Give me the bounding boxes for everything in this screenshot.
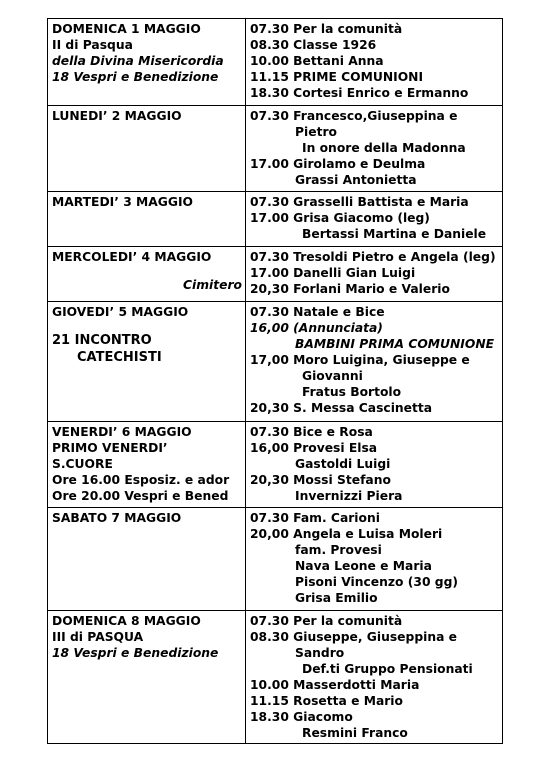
mass-line: 16,00 Provesi Elsa	[250, 441, 378, 455]
day-title: DOMENICA 8 MAGGIO	[52, 614, 201, 628]
table-row	[48, 422, 503, 508]
mass-line: 20,30 S. Messa Cascinetta	[250, 401, 433, 415]
mass-line: Fratus Bortolo	[302, 385, 402, 399]
day-title: DOMENICA 1 MAGGIO	[52, 22, 201, 36]
day-note: 18 Vespri e Benedizione	[52, 646, 219, 660]
mass-line: 07.30 Grasselli Battista e Maria	[250, 195, 469, 209]
day-title: SABATO 7 MAGGIO	[52, 511, 182, 525]
mass-line: 11.15 PRIME COMUNIONI	[250, 70, 424, 84]
mass-line: Resmini Franco	[302, 726, 408, 740]
day-note: Cimitero	[183, 278, 242, 292]
masses-cell	[246, 611, 503, 744]
mass-line: 17.00 Girolamo e Deulma	[250, 157, 426, 171]
table-row	[48, 302, 503, 422]
table-row	[48, 508, 503, 611]
mass-line: 17,00 Moro Luigina, Giuseppe e	[250, 353, 470, 367]
mass-line: 07.30 Fam. Carioni	[250, 511, 380, 525]
day-note: 18 Vespri e Benedizione	[52, 70, 219, 84]
mass-line: Invernizzi Piera	[295, 489, 403, 503]
mass-line: 11.15 Rosetta e Mario	[250, 694, 403, 708]
mass-line: BAMBINI PRIMA COMUNIONE	[295, 337, 495, 351]
day-cell	[48, 611, 246, 744]
day-cell	[48, 422, 246, 508]
mass-line: 20,30 Mossi Stefano	[250, 473, 391, 487]
mass-line: Def.ti Gruppo Pensionati	[302, 662, 473, 676]
day-note: S.CUORE	[52, 457, 113, 471]
mass-line: 07.30 Francesco,Giuseppina e	[250, 109, 458, 123]
mass-line: 18.30 Cortesi Enrico e Ermanno	[250, 86, 469, 100]
mass-line: 17.00 Grisa Giacomo (leg)	[250, 211, 430, 225]
day-cell	[48, 106, 246, 192]
mass-line: Grisa Emilio	[295, 591, 378, 605]
day-title: MERCOLEDI’ 4 MAGGIO	[52, 250, 212, 264]
masses-cell	[246, 302, 503, 422]
table-row	[48, 106, 503, 192]
masses-cell	[246, 508, 503, 611]
day-title: LUNEDI’ 2 MAGGIO	[52, 109, 182, 123]
masses-cell	[246, 19, 503, 106]
day-note: della Divina Misericordia	[52, 54, 224, 68]
table-row	[48, 192, 503, 247]
mass-line: 08.30 Classe 1926	[250, 38, 377, 52]
mass-line: Pietro	[295, 125, 337, 139]
mass-line: 08.30 Giuseppe, Giuseppina e	[250, 630, 458, 644]
mass-line: Bertassi Martina e Daniele	[302, 227, 487, 241]
day-note: Ore 16.00 Esposiz. e ador	[52, 473, 230, 487]
day-title: VENERDI’ 6 MAGGIO	[52, 425, 192, 439]
masses-cell	[246, 422, 503, 508]
day-title: MARTEDI’ 3 MAGGIO	[52, 195, 193, 209]
day-note: II di Pasqua	[52, 38, 133, 52]
mass-schedule-table	[47, 18, 503, 744]
day-note: CATECHISTI	[77, 350, 162, 365]
masses-cell	[246, 247, 503, 302]
masses-cell	[246, 192, 503, 247]
mass-line: 07.30 Natale e Bice	[250, 305, 385, 319]
mass-line: 10.00 Masserdotti Maria	[250, 678, 420, 692]
table-row	[48, 247, 503, 302]
mass-line: fam. Provesi	[295, 543, 382, 557]
mass-line: 07.30 Per la comunità	[250, 22, 403, 36]
day-cell	[48, 508, 246, 611]
day-title: GIOVEDI’ 5 MAGGIO	[52, 305, 189, 319]
day-note: 21 INCONTRO	[52, 333, 152, 348]
mass-line: 10.00 Bettani Anna	[250, 54, 384, 68]
mass-line: Giovanni	[302, 369, 363, 383]
mass-line: Sandro	[295, 646, 345, 660]
mass-line: Grassi Antonietta	[295, 173, 417, 187]
day-note: Ore 20.00 Vespri e Bened	[52, 489, 229, 503]
mass-line: 20,30 Forlani Mario e Valerio	[250, 282, 450, 296]
mass-line: In onore della Madonna	[302, 141, 466, 155]
day-cell	[48, 247, 246, 302]
mass-line: 20,00 Angela e Luisa Moleri	[250, 527, 443, 541]
day-note: III di PASQUA	[52, 630, 144, 644]
mass-line: Pisoni Vincenzo (30 gg)	[295, 575, 459, 589]
table-row	[48, 611, 503, 744]
table-row	[48, 19, 503, 106]
mass-line: 16,00 (Annunciata)	[250, 321, 383, 335]
masses-cell	[246, 106, 503, 192]
day-cell	[48, 302, 246, 422]
mass-line: 07.30 Per la comunità	[250, 614, 403, 628]
mass-line: Nava Leone e Maria	[295, 559, 432, 573]
mass-line: Gastoldi Luigi	[295, 457, 391, 471]
day-cell	[48, 19, 246, 106]
day-cell	[48, 192, 246, 247]
mass-line: 18.30 Giacomo	[250, 710, 353, 724]
mass-line: 07.30 Bice e Rosa	[250, 425, 373, 439]
mass-line: 17.00 Danelli Gian Luigi	[250, 266, 416, 280]
mass-line: 07.30 Tresoldi Pietro e Angela (leg)	[250, 250, 496, 264]
day-note: PRIMO VENERDI’	[52, 441, 168, 455]
